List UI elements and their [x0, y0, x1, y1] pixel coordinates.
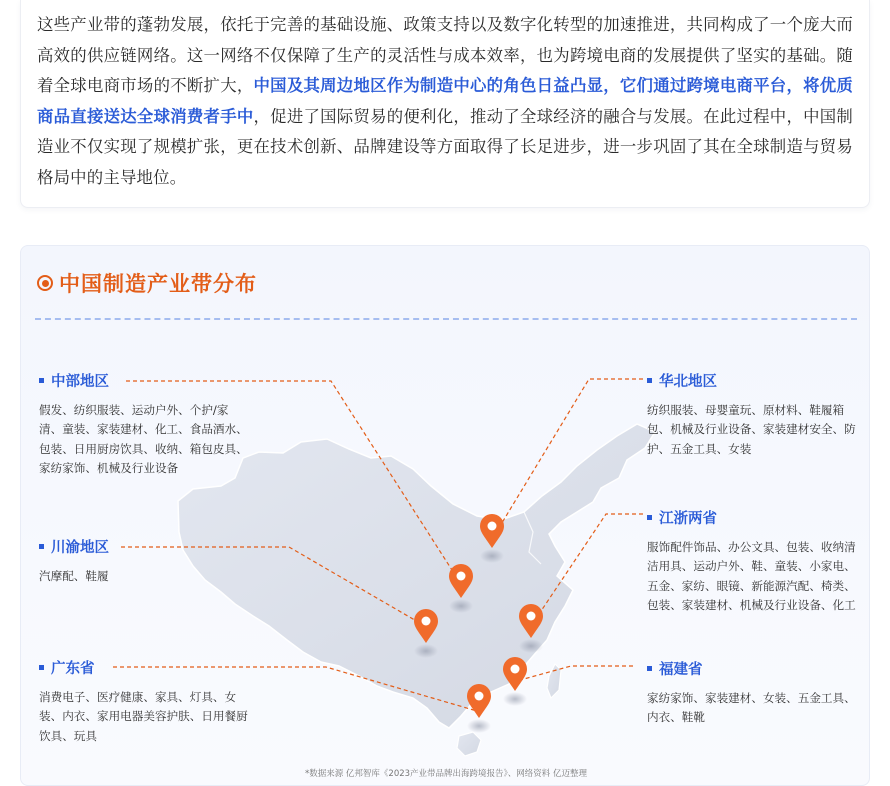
- region-guangdong-desc: 消费电子、医疗健康、家具、灯具、女装、内衣、家用电器美容护肤、日用餐厨饮具、玩具: [39, 690, 248, 743]
- connector-fujian: [513, 666, 633, 682]
- region-guangdong-name: [39, 657, 249, 678]
- target-dot-icon: [37, 275, 53, 291]
- bullet-square-icon: [647, 378, 652, 383]
- region-north-desc: 纺织服装、母婴童玩、原材料、鞋履箱包、机械及行业设备、家装建材安全、防护、五金工具、女装: [647, 403, 856, 456]
- taiwan-shape: [547, 664, 561, 698]
- region-guangdong: [39, 657, 249, 746]
- region-sichuan-name: [39, 536, 249, 557]
- region-fujian-desc: 家纺家饰、家装建材、女装、五金工具、内衣、鞋靴: [647, 691, 856, 725]
- region-central: [39, 370, 249, 478]
- section-title-text: 中国制造产业带分布: [59, 272, 257, 296]
- source-note: *数据来源 亿邦智库《2023产业带品牌出海跨境报告》、网络资料 亿迈整理: [304, 769, 588, 779]
- region-sichuan: [39, 536, 249, 586]
- region-fujian-label: 福建省: [659, 662, 703, 678]
- intro-text-before: 这些产业带的蓬勃发展，依托于完善的基础设施、政策支持以及数字化转型的加速推进，共同构成了一个庞大而高效的供应链网络。这一网络不仅保障了生产的灵活性与成本效率，也为跨境电商的发展提供了坚实的基础。随着全球电商市场的不断扩大，: [37, 15, 853, 95]
- region-jiangzhe: [647, 507, 857, 615]
- section-title: [37, 268, 257, 298]
- hainan-shape: [457, 732, 481, 756]
- region-central-label: 中部地区: [51, 374, 109, 390]
- bullet-square-icon: [647, 666, 652, 671]
- intro-highlight: 中国及其周边地区作为制造中心的角色日益凸显，它们通过跨境电商平台，将优质商品直接送达全球消费者手中: [37, 76, 853, 126]
- industry-map-card: [20, 245, 870, 786]
- bullet-square-icon: [39, 665, 44, 670]
- title-divider: [35, 318, 857, 320]
- region-guangdong-label: 广东省: [51, 661, 95, 677]
- region-north-name: [647, 370, 857, 391]
- region-sichuan-label: 川渝地区: [51, 540, 109, 556]
- pin-guangdong[interactable]: [467, 684, 491, 733]
- region-jiangzhe-desc: 服饰配件饰品、办公文具、包装、收纳清洁用具、运动户外、鞋、童装、小家电、五金、家纺、眼镜、新能源汽配、椅类、包装、家装建材、机械及行业设备、化工: [647, 540, 856, 612]
- bullet-square-icon: [39, 544, 44, 549]
- china-map-shape: [178, 424, 655, 728]
- region-central-desc: 假发、纺织服装、运动户外、个护/家清、童装、家装建材、化工、食品酒水、包装、日用厨房饮具、收纳、箱包皮具、家纺家饰、机械及行业设备: [39, 403, 248, 475]
- region-jiangzhe-name: [647, 507, 857, 528]
- bullet-square-icon: [39, 378, 44, 383]
- region-sichuan-desc: 汽摩配、鞋履: [39, 569, 109, 583]
- intro-paragraph: [37, 10, 853, 193]
- region-jiangzhe-label: 江浙两省: [659, 511, 717, 527]
- intro-card: [20, 0, 870, 208]
- region-north: [647, 370, 857, 459]
- intro-text-after: ，促进了国际贸易的便利化，推动了全球经济的融合与发展。在此过程中，中国制造业不仅实现了规模扩张，更在技术创新、品牌建设等方面取得了长足进步，进一步巩固了其在全球制造与贸易格局中的主导地位。: [37, 106, 853, 187]
- region-fujian: [647, 658, 857, 728]
- region-fujian-name: [647, 658, 857, 679]
- bullet-square-icon: [647, 515, 652, 520]
- region-central-name: [39, 370, 249, 391]
- region-north-label: 华北地区: [659, 374, 717, 390]
